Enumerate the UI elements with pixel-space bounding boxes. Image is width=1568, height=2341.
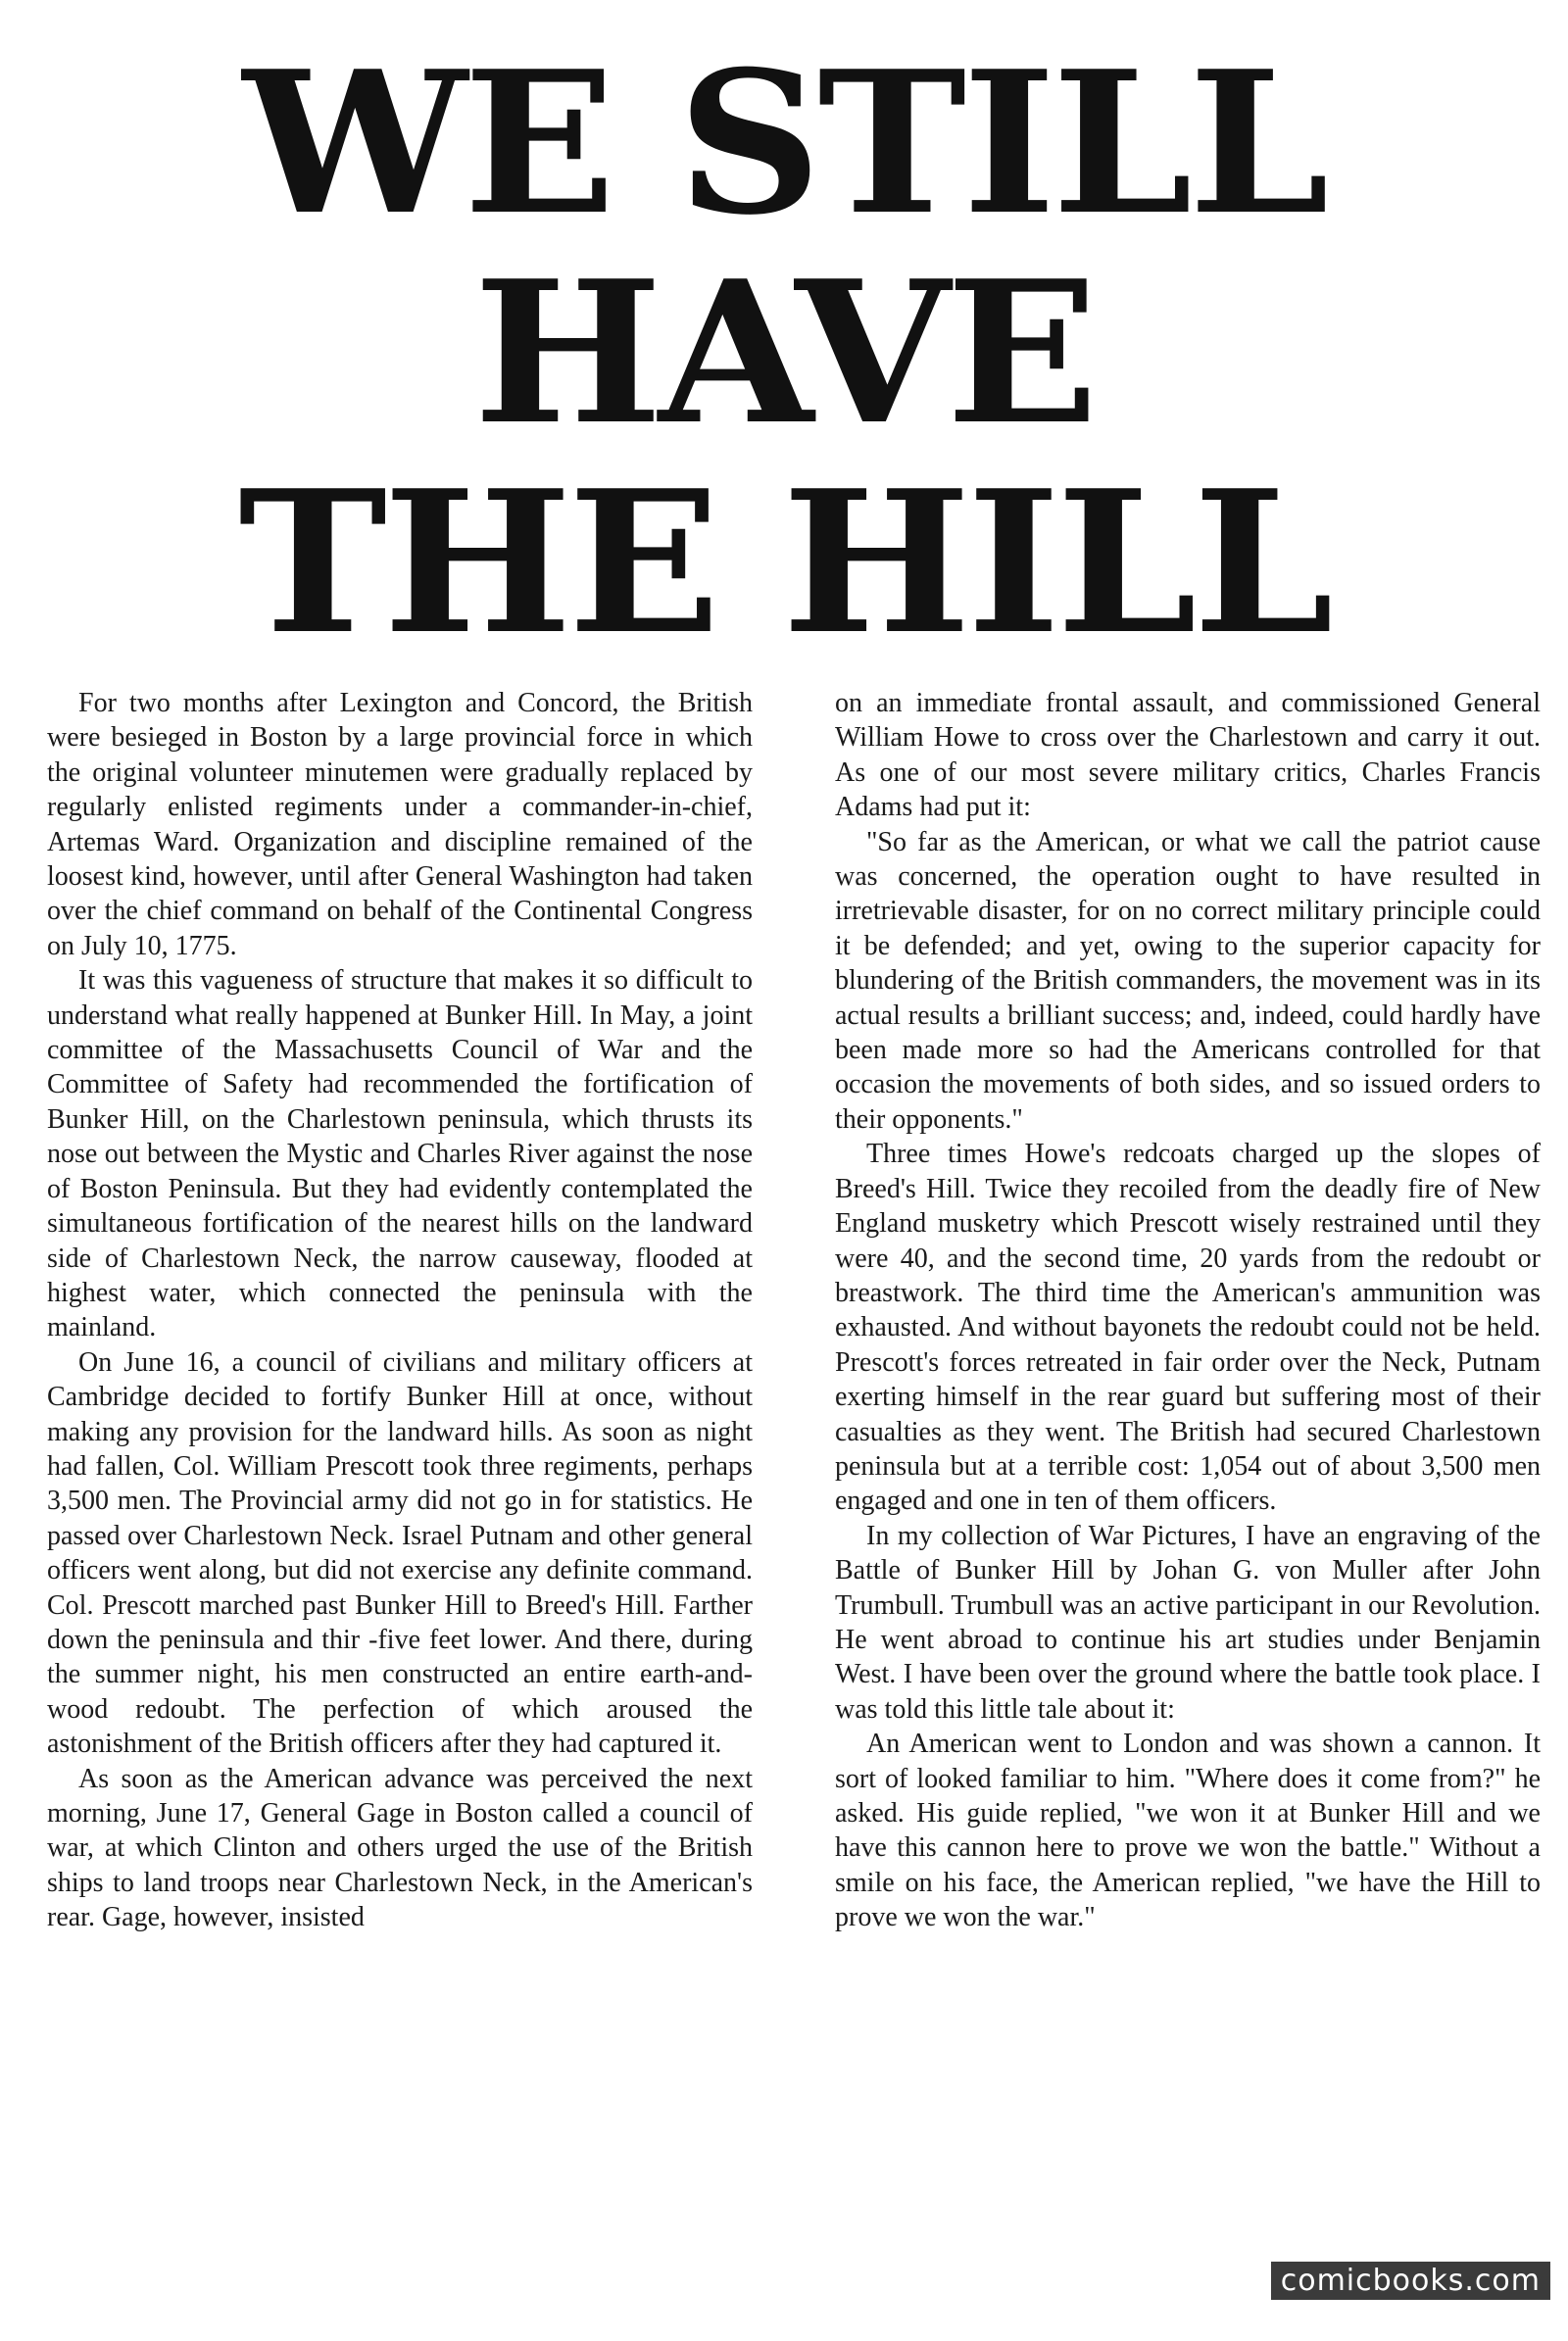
site-watermark: comicbooks.com [1271, 2262, 1550, 2300]
article-headline [44, 28, 1524, 678]
paragraph: On June 16, a council of civilians and military officers at Cambridge decided to fortify Bunker Hill at once, without making any provision for the landward hills. As soon as night had fallen, Col. William Prescott took three regiments, perhaps 3,500 men. The Provincial army did not go in for statistics. He passed over Charlestown Neck. Israel Putnam and other general officers went along, but did not exercise any definite command. Col. Prescott marched past Bunker Hill to Breed's Hill. Farther down the peninsula and thir -five feet lower. And there, during the summer night, his men constructed an entire earth-and-wood redoubt. The perfection of which aroused the astonishment of the British officers after they had captured it. [47, 1346, 753, 1760]
right-text-column [835, 686, 1541, 1935]
paragraph-continued: on an immediate frontal assault, and commissioned General William Howe to cross over the Charlestown and carry it out. As one of our most severe military critics, Charles Francis Adams had put it: [835, 688, 1541, 823]
left-text-column [47, 686, 753, 1935]
headline-line-1: WE STILL [242, 28, 1326, 259]
paragraph: An American went to London and was shown a cannon. It sort of looked familiar to him. "Where does it come from?" he asked. His guide replied, "we won it at Bunker Hill and we have this cannon here to prove we won the battle." Without a smile on his face, the American replied, "we have the Hill to prove we won the war." [835, 1729, 1541, 1933]
paragraph: For two months after Lexington and Concord, the British were besieged in Boston by a large provincial force in which the original volunteer minutemen were gradually replaced by regularly enlisted regiments under a commander-in-chief, Artemas Ward. Organization and discipline remained of the loosest kind, however, until after General Washington had taken over the chief command on behalf of the Continental Congress on July 10, 1775. [47, 688, 753, 961]
paragraph: Three times Howe's redcoats charged up the slopes of Breed's Hill. Twice they recoiled from the deadly fire of New England musketry which Prescott wisely restrained until they were 40, and the second time, 20 yards from the redoubt or breastwork. The third time the American's ammunition was exhausted. And without bayonets the redoubt could not be held. Prescott's forces retreated in fair order over the Neck, Putnam exerting himself in the rear guard but suffering most of their casualties as they went. The British had secured Charlestown peninsula but at a terrible cost: 1,054 out of about 3,500 men engaged and one in ten of them officers. [835, 1139, 1541, 1517]
paragraph: It was this vagueness of structure that makes it so difficult to understand what really happened at Bunker Hill. In May, a joint committee of the Massachusetts Council of War and the Committee of Safety had recommended the fortification of Bunker Hill, on the Charlestown peninsula, which thrusts its nose out between the Mystic and Charles River against the nose of Boston Peninsula. But they had evidently contemplated the simultaneous fortification of the nearest hills on the landward side of Charlestown Neck, the narrow causeway, flooded at highest water, which connected the peninsula with the mainland. [47, 965, 753, 1343]
headline-line-2: HAVE [473, 238, 1095, 468]
headline-line-3: THE HILL [238, 448, 1330, 678]
paragraph: As soon as the American advance was perceived the next morning, June 17, General Gage in Boston called a council of war, at which Clinton and others urged the use of the British ships to land troops near Charlestown Neck, in the American's rear. Gage, however, insisted [47, 1763, 753, 1933]
paragraph: In my collection of War Pictures, I have an engraving of the Battle of Bunker Hill by Johan G. von Muller after John Trumbull. Trumbull was an active participant in our Revolution. He went abroad to continue his art studies under Benjamin West. I have been over the ground where the battle took place. I was told this little tale about it: [835, 1520, 1541, 1725]
quotation-paragraph: "So far as the American, or what we call the patriot cause was concerned, the operation ought to have resulted in irretrievable disaster, for on no correct military principle could it be defended; and yet, owing to the superior capacity for blundering of the British commanders, the movement was in its actual results a brilliant success; and, indeed, could hardly have been made more so had the Americans controlled for that occasion the movements of both sides, and so issued orders to their opponents." [835, 826, 1541, 1135]
